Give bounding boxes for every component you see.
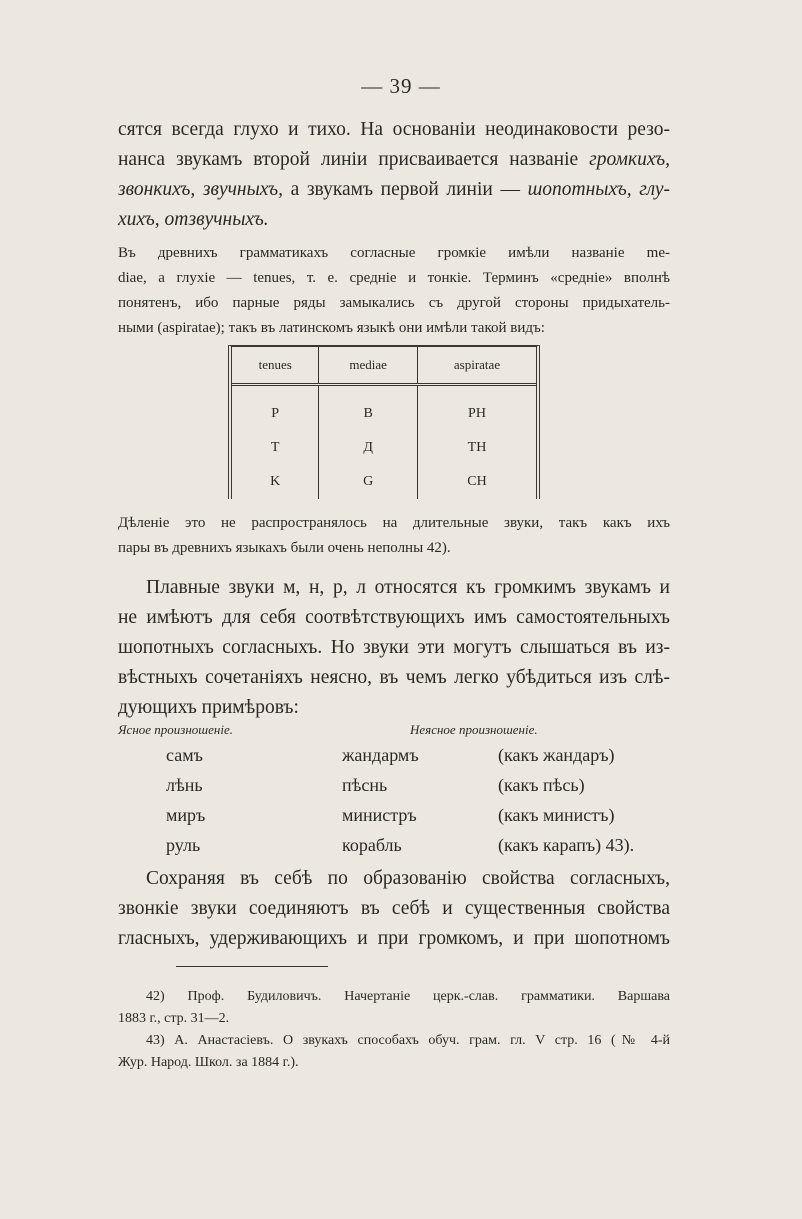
list-item: министръ [342, 805, 417, 825]
text-line: сятся всегда глухо и тихо. На основаніи неодинаковости резо- [118, 119, 670, 140]
list-item: (какъ жандаръ) [498, 745, 615, 765]
paragraph-5 [118, 864, 670, 954]
paragraph-4 [118, 573, 670, 723]
table-cell: K [232, 465, 319, 499]
pronunciation-notes [498, 740, 634, 860]
text-line: Дѣленіе это не распространялось на длительные звуки, такъ какъ ихъ [118, 515, 670, 531]
text-line: хихъ, отзвучныхъ. [118, 209, 269, 230]
text-line: гласныхъ, удерживающихъ и при громкомъ, и при шопотномъ [118, 928, 670, 949]
text-line: вѣстныхъ сочетаніяхъ неясно, въ чемъ легко убѣдиться изъ слѣ- [118, 667, 670, 688]
text-line: нанса звукамъ второй линіи присваивается названіе громкихъ, [118, 149, 670, 170]
text-line: Сохраняя въ себѣ по образованію свойства согласныхъ, [146, 868, 670, 889]
paragraph-3 [118, 511, 670, 561]
table-row [232, 465, 536, 499]
list-item: миръ [166, 805, 206, 825]
text-line: дующихъ примѣровъ: [118, 697, 299, 718]
footnotes [118, 986, 670, 1074]
table-cell: TH [467, 440, 487, 455]
table-header: tenues [232, 347, 319, 385]
unclear-pronunciation-heading: Неясное произношеніе. [410, 722, 538, 737]
table-header: mediae [319, 347, 418, 385]
table-cell: Д [319, 431, 418, 465]
latin-consonant-table [228, 345, 540, 499]
text-line: Плавные звуки м, н, р, л относятся къ громкимъ звукамъ и [146, 577, 670, 598]
list-item: (какъ карапъ) 43). [498, 835, 635, 855]
text-line: понятенъ, ибо парные ряды замыкались съ другой стороны придыхатель- [118, 295, 670, 311]
footnote-line: 42) Проф. Будиловичъ. Начертаніе церк.-слав. грамматики. Варшава [146, 989, 670, 1004]
list-item: корабль [342, 835, 402, 855]
text-line: diae, а глухіе — tenues, т. е. средніе и тонкіе. Терминъ «средніе» вполнѣ [118, 270, 670, 286]
text-line: не имѣютъ для себя соотвѣтствующихъ имъ самостоятельныхъ [118, 607, 670, 628]
text-line: звонкіе звуки соединяютъ въ себѣ и существенныя свойства [118, 898, 670, 919]
list-item: лѣнь [166, 775, 203, 795]
text-line: шопотныхъ согласныхъ. Но звуки эти могутъ слышаться въ из- [118, 637, 670, 658]
list-item: жандармъ [342, 745, 419, 765]
table-header: aspiratae [418, 347, 537, 385]
text-line: звонкихъ, звучныхъ, а звукамъ первой линіи — шопотныхъ, глу- [118, 179, 671, 200]
unclear-examples [342, 740, 419, 860]
table-cell: CH [467, 474, 487, 489]
text-line: ными (aspiratae); такъ въ латинскомъ языкѣ они имѣли такой видъ: [118, 320, 545, 336]
footnote-line: Жур. Народ. Школ. за 1884 г.). [118, 1055, 299, 1070]
footnote-divider [176, 966, 328, 967]
table-cell: T [232, 431, 319, 465]
paragraph-1 [118, 115, 670, 235]
page-number: — 39 — [361, 74, 441, 98]
text-line: Въ древнихъ грамматикахъ согласные громкіе имѣли названіе me- [118, 245, 670, 261]
clear-pronunciation-heading: Ясное произношеніе. [118, 722, 233, 737]
table-header-row [232, 347, 536, 385]
list-item: (какъ министъ) [498, 805, 615, 825]
clear-examples [166, 740, 205, 860]
table-cell: B [319, 385, 418, 432]
list-item: самъ [166, 745, 203, 765]
text-line: пары въ древнихъ языкахъ были очень неполны 42). [118, 540, 451, 556]
table-cell: P [232, 385, 319, 432]
table-row [232, 431, 536, 465]
table-cell: PH [468, 406, 486, 421]
footnote-line: 43) А. Анастасіевъ. О звукахъ способахъ обуч. грам. гл. V стр. 16 (№ 4-й [146, 1033, 670, 1048]
list-item: (какъ пѣсь) [498, 775, 585, 795]
list-item: руль [166, 835, 201, 855]
table-row [232, 385, 536, 432]
footnote-line: 1883 г., стр. 31—2. [118, 1011, 230, 1026]
list-item: пѣснь [342, 775, 388, 795]
paragraph-2 [118, 241, 670, 341]
table-cell: G [319, 465, 418, 499]
